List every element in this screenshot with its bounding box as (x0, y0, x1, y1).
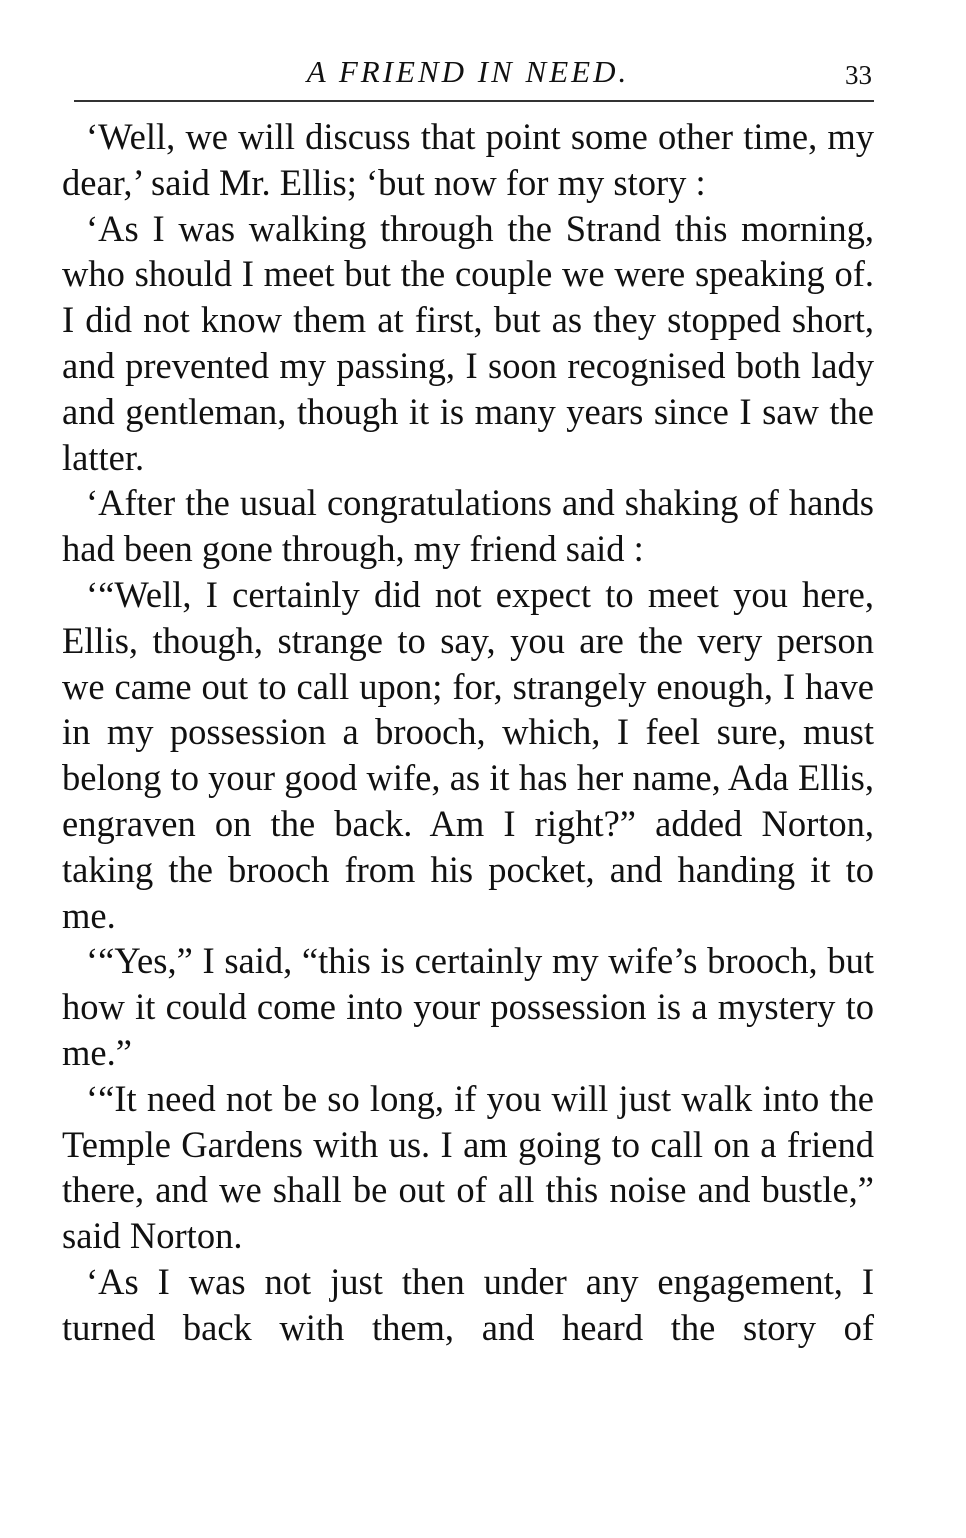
paragraph: ‘After the usual congratulations and shaking of hands had been gone through, my friend said : (62, 482, 874, 570)
running-head (62, 48, 874, 96)
body-text (62, 114, 874, 1351)
paragraph: ‘As I was walking through the Strand this morning, who should I meet but the couple we were speaking of. I did not know them at first, but as they stopped short, and prevented my passing, I soon recognised both lady and gentleman, though it is many years since I saw the latter. (62, 207, 874, 478)
paragraph: ‘“Yes,” I said, “this is certainly my wife’s brooch, but how it could come into your possession is a mystery to me.” (62, 940, 874, 1073)
header-rule (74, 100, 874, 102)
paragraph: ‘“It need not be so long, if you will just walk into the Temple Gardens with us. I am going to call on a friend there, and we shall be out of all this noise and bustle,” said Norton. (62, 1077, 874, 1257)
paragraph: ‘Well, we will discuss that point some other time, my dear,’ said Mr. Ellis; ‘but now for my story : (62, 116, 874, 203)
book-page (62, 48, 874, 1351)
running-title: A FRIEND IN NEED. (306, 54, 630, 89)
paragraph: ‘“Well, I certainly did not expect to meet you here, Ellis, though, strange to say, you are the very person we came out to call upon; for, strangely enough, I have in my possession a brooch, which, I feel sure, must belong to your good wife, as it has her name, Ada Ellis, engraven on the back. Am I right?” added Norton, taking the brooch from his pocket, and handing it to me. (62, 573, 874, 936)
paragraph: ‘As I was not just then under any engagement, I turned back with them, and heard the story of (62, 1260, 874, 1348)
page-number: 33 (845, 60, 872, 90)
